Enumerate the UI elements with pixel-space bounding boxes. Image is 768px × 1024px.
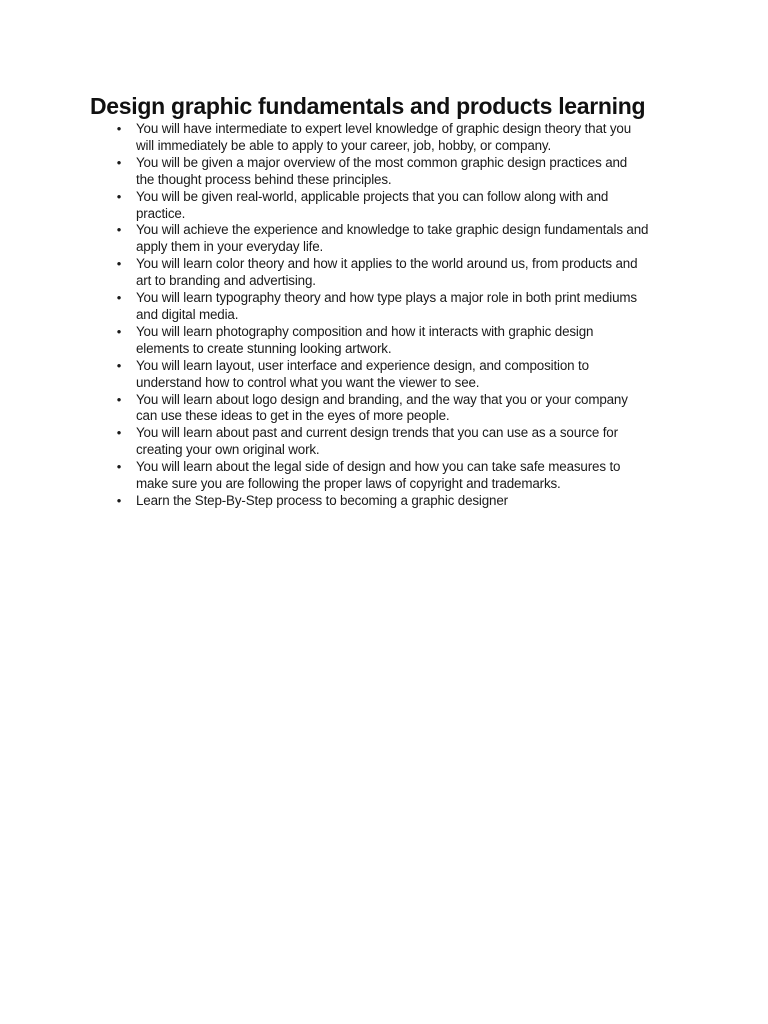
bullet-icon: • bbox=[116, 121, 122, 136]
list-item bbox=[114, 324, 684, 358]
list-item-text-line: creating your own original work. bbox=[136, 442, 320, 458]
list-item-text-line: You will learn about past and current design trends that you can use as a source for bbox=[136, 425, 618, 441]
list-item-text-line: make sure you are following the proper laws of copyright and trademarks. bbox=[136, 476, 561, 492]
list-item-text-line: You will achieve the experience and knowledge to take graphic design fundamentals and bbox=[136, 222, 649, 238]
list-item bbox=[114, 222, 684, 256]
list-item-text-line: the thought process behind these principles. bbox=[136, 171, 392, 187]
list-item bbox=[114, 425, 684, 459]
list-item bbox=[114, 493, 684, 510]
bullet-icon: • bbox=[116, 459, 122, 475]
bullet-icon: • bbox=[116, 154, 122, 170]
list-item-text-line: You will learn photography composition and how it interacts with graphic design bbox=[136, 323, 594, 339]
bullet-icon: • bbox=[116, 222, 122, 238]
list-item-text-line: practice. bbox=[136, 205, 186, 221]
list-item-text-line: Learn the Step-By-Step process to becoming a graphic designer bbox=[136, 492, 508, 508]
list-item bbox=[114, 256, 684, 290]
list-item bbox=[114, 290, 684, 324]
list-item bbox=[114, 358, 684, 392]
list-item-text-line: You will be given real-world, applicable projects that you can follow along with and bbox=[136, 188, 609, 204]
bullet-list bbox=[114, 121, 684, 510]
list-item-text-line: You will learn about logo design and branding, and the way that you or your company bbox=[136, 391, 628, 407]
list-item-text-line: can use these ideas to get in the eyes of more people. bbox=[136, 408, 450, 424]
list-item-text-line: You will have intermediate to expert level knowledge of graphic design theory that you bbox=[136, 121, 632, 136]
document-title: Design graphic fundamentals and products learning bbox=[90, 93, 646, 119]
list-item-text-line: and digital media. bbox=[136, 306, 239, 322]
list-item-text-line: art to branding and advertising. bbox=[136, 273, 316, 289]
list-item bbox=[114, 189, 684, 223]
bullet-icon: • bbox=[116, 492, 122, 508]
bullet-icon: • bbox=[116, 256, 122, 272]
bullet-icon: • bbox=[116, 357, 122, 373]
bullet-icon: • bbox=[116, 323, 122, 339]
list-item bbox=[114, 121, 684, 155]
list-item-text-line: understand how to control what you want the viewer to see. bbox=[136, 374, 480, 390]
list-item-text-line: You will learn about the legal side of design and how you can take safe measures to bbox=[136, 459, 621, 475]
list-item-text-line: will immediately be able to apply to your career, job, hobby, or company. bbox=[136, 137, 552, 153]
list-item-text-line: You will be given a major overview of the most common graphic design practices and bbox=[136, 154, 628, 170]
list-item bbox=[114, 459, 684, 493]
list-item bbox=[114, 155, 684, 189]
list-item-text-line: elements to create stunning looking artwork. bbox=[136, 340, 392, 356]
bullet-icon: • bbox=[116, 425, 122, 441]
list-item-text-line: You will learn color theory and how it applies to the world around us, from products and bbox=[136, 256, 638, 272]
bullet-icon: • bbox=[116, 188, 122, 204]
list-item bbox=[114, 392, 684, 426]
bullet-icon: • bbox=[116, 391, 122, 407]
list-item-text-line: You will learn typography theory and how type plays a major role in both print mediums bbox=[136, 290, 637, 306]
list-item-text-line: apply them in your everyday life. bbox=[136, 239, 324, 255]
bullet-icon: • bbox=[116, 290, 122, 306]
list-item-text-line: You will learn layout, user interface and experience design, and composition to bbox=[136, 357, 589, 373]
